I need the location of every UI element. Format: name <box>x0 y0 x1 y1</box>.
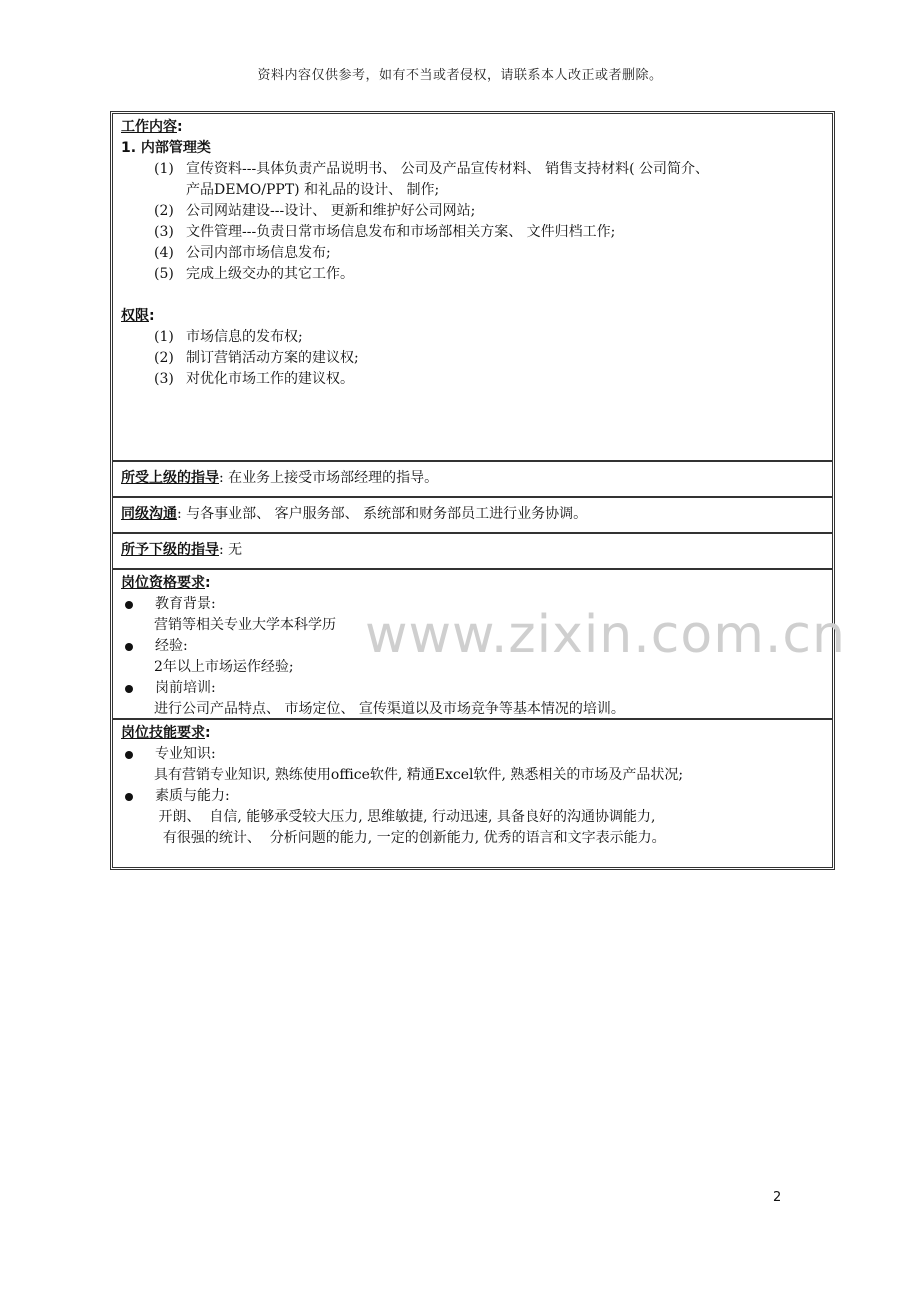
list-item-detail: 营销等相关专业大学本科学历 <box>154 617 336 633</box>
superior-guidance-heading: 所受上级的指导 <box>121 470 219 486</box>
disclaimer-header: 资料内容仅供参考，如有不当或者侵权，请联系本人改正或者删除。 <box>257 68 663 83</box>
watermark: www.zixin.com.cn <box>365 605 846 665</box>
subordinate-guidance-text: : 无 <box>219 542 243 558</box>
list-item: (2) 公司网站建设---设计、 更新和维护好公司网站; <box>154 203 476 219</box>
list-item-continuation: 产品DEMO/PPT) 和礼品的设计、 制作; <box>186 182 440 198</box>
list-item: 教育背景: <box>121 594 824 615</box>
list-item: (2) 制订营销活动方案的建议权; <box>154 350 359 366</box>
list-item-detail: 开朗、 自信, 能够承受较大压力, 思维敏捷, 行动迅速, 具备良好的沟通协调能力, <box>154 809 656 825</box>
work-items-list <box>121 159 824 285</box>
list-item: 素质与能力: <box>121 786 824 807</box>
peer-communication-heading: 同级沟通 <box>121 506 177 522</box>
list-item: 经验: <box>121 636 824 657</box>
bullet-icon <box>125 751 133 759</box>
list-item-detail: 具有营销专业知识, 熟练使用office软件, 精通Excel软件, 熟悉相关的市场及产品状况; <box>154 767 684 783</box>
job-description-table <box>110 111 835 870</box>
list-item: 专业知识: <box>121 744 824 765</box>
qualification-heading: 岗位资格要求 <box>121 575 205 591</box>
list-item: (3) 对优化市场工作的建议权。 <box>154 371 354 387</box>
list-item: 岗前培训: <box>121 678 824 699</box>
peer-communication-row <box>113 496 832 532</box>
bullet-icon <box>125 601 133 609</box>
bullet-icon <box>125 643 133 651</box>
skills-heading: 岗位技能要求 <box>121 725 205 741</box>
list-item: (5) 完成上级交办的其它工作。 <box>154 266 354 282</box>
work-content-section: 工作内容: 1. 内部管理类 (1) 宣传资料---具体负责产品说明书、 公司及产品宣传材料、 销售支持材料( 公司简介、 产品DEMO/PPT) 和礼品的设计、 制作; (2) 公司网站建设---设计、 更新和维护好公司网站; (3) 文件管理---负责日常市场信息发布和市场部相关方案、 文件归档工作; (4) 公司内部市场信息发布; (5) 完成上级交办的其它工作。 权限: (1) 市场信息的发布权; (2) 制订营销活动方案的建议权; (3) 对优化市场工作的建议权。 <box>113 114 832 460</box>
list-item: (3) 文件管理---负责日常市场信息发布和市场部相关方案、 文件归档工作; <box>154 224 616 240</box>
authority-items-list <box>121 327 824 390</box>
work-category: 1. 内部管理类 <box>121 140 211 156</box>
bullet-icon <box>125 793 133 801</box>
list-item-detail: 2年以上市场运作经验; <box>154 659 294 675</box>
subordinate-guidance-row <box>113 532 832 568</box>
qualification-section: 岗位资格要求: 教育背景: 营销等相关专业大学本科学历 经验: 2年以上市场运作经验; 岗前培训: 进行公司产品特点、 市场定位、 宣传渠道以及市场竞争等基本情况的培训。 <box>113 568 832 718</box>
skills-section: 岗位技能要求: 专业知识: 具有营销专业知识, 熟练使用office软件, 精通Excel软件, 熟悉相关的市场及产品状况; 素质与能力: 开朗、 自信, 能够承受较大压力, 思维敏捷, 行动迅速, 具备良好的沟通协调能力, 有很强的统计、 分析问题的能力, 一定的创新能力, 优秀的语言和文字表示能力。 <box>113 718 832 867</box>
list-item-detail: 有很强的统计、 分析问题的能力, 一定的创新能力, 优秀的语言和文字表示能力。 <box>154 830 666 846</box>
superior-guidance-text: : 在业务上接受市场部经理的指导。 <box>219 470 439 486</box>
list-item: (1) 宣传资料---具体负责产品说明书、 公司及产品宣传材料、 销售支持材料( 公司简介、 <box>154 161 710 177</box>
page-number: 2 <box>773 1190 782 1205</box>
list-item: (1) 市场信息的发布权; <box>154 329 303 345</box>
list-item: (4) 公司内部市场信息发布; <box>154 245 331 261</box>
subordinate-guidance-heading: 所予下级的指导 <box>121 542 219 558</box>
peer-communication-text: : 与各事业部、 客户服务部、 系统部和财务部员工进行业务协调。 <box>177 506 588 522</box>
bullet-icon <box>125 685 133 693</box>
list-item-detail: 进行公司产品特点、 市场定位、 宣传渠道以及市场竞争等基本情况的培训。 <box>154 701 625 717</box>
authority-heading: 权限 <box>121 308 149 324</box>
superior-guidance-row <box>113 460 832 496</box>
work-content-heading: 工作内容 <box>121 119 177 135</box>
